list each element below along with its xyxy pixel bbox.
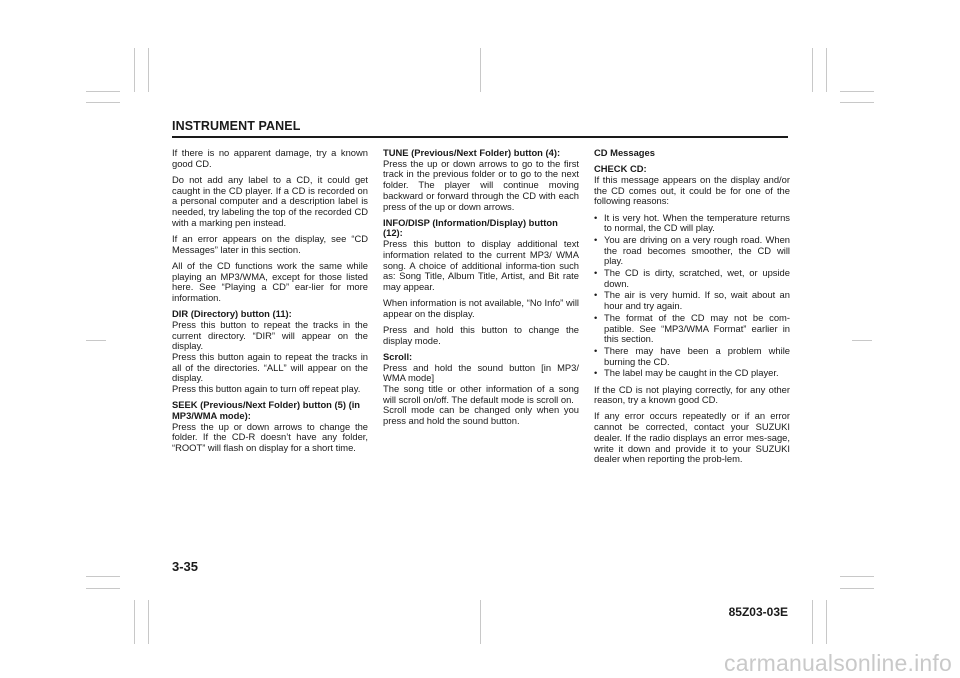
section-heading: CD Messages [594, 147, 655, 158]
tune-button-heading: TUNE (Previous/Next Folder) button (4): [383, 147, 561, 158]
dir-text-3: Press this button again to turn off repeat play. [172, 383, 361, 395]
header-rule [172, 136, 788, 138]
column-right [594, 148, 790, 470]
scroll-heading: Scroll: [383, 350, 413, 362]
paragraph: All of the CD functions work the same while playing an MP3/WMA, except for those listed here. See “Playing a CD” ear-lier for more information. [172, 259, 368, 303]
list-item: • There may have been a problem while burning the CD. [594, 346, 790, 367]
check-cd-text: If this message appears on the display and/or the CD comes out, it could be for one of the following reasons: [594, 173, 790, 207]
info-button-heading: INFO/DISP (Information/Display) button (12): [383, 216, 558, 239]
seek-button-section [172, 400, 368, 454]
page-number: 3-35 [172, 559, 199, 574]
list-item: • You are driving on a very rough road. When the road becomes smoother, the CD will play. [594, 235, 790, 267]
list-item: • The label may be caught in the CD player. [594, 368, 790, 379]
column-middle [383, 148, 579, 432]
tune-button-section [383, 148, 579, 212]
scroll-text-1: Press and hold the sound button [in MP3/ WMA mode] [383, 361, 579, 384]
info-text-1: Press this button to display additional text information related to the current MP3/ WMA song. A choice of additional informa-tion such as: Song Title, Album Title, Artist, and Bit rate may appear. [383, 238, 579, 292]
check-cd-section [594, 164, 790, 207]
list-item: • It is very hot. When the temperature returns to normal, the CD will play. [594, 213, 790, 234]
info-button-section [383, 218, 579, 293]
paragraph: Do not add any label to a CD, it could get caught in the CD player. If a CD is recorded on a personal computer and a description label is needed, try labeling the top of the recorded CD with a marking pen instead. [172, 173, 368, 228]
paragraph: If there is no apparent damage, try a known good CD. [172, 147, 368, 169]
list-item: • The air is very humid. If so, wait about an hour and try again. [594, 290, 790, 311]
paragraph: If any error occurs repeatedly or if an error cannot be corrected, contact your SUZUKI dealer. If the radio displays an error mes-sage, write it down and provide it to your SUZUKI dealer when reporting the prob-lem. [594, 410, 790, 465]
paragraph: If the CD is not playing correctly, for any other reason, try a known good CD. [594, 383, 790, 406]
scroll-text-2: The song title or other information of a song will scroll on/off. The default mode is scroll on. [383, 383, 579, 405]
dir-text-2: Press this button again to repeat the tracks in all of the directories. “ALL” will appear on the display. [172, 350, 368, 384]
scroll-section [383, 352, 579, 427]
seek-button-heading: SEEK (Previous/Next Folder) button (5) (in MP3/WMA mode): [172, 399, 361, 421]
dir-button-section [172, 309, 368, 395]
dir-button-heading: DIR (Directory) button (11): [172, 308, 292, 320]
paragraph: If an error appears on the display, see “CD Messages” later in this section. [172, 232, 368, 255]
dir-text-1: Press this button to repeat the tracks in the current directory. “DIR” will appear on the display. [172, 318, 368, 352]
tune-text-1: Press the up or down arrows to go to the first track in the previous folder or to go to the next folder. The player will continue moving backward or forward through the CD with each press of the up or down arrows. [383, 157, 579, 212]
cd-messages-section [594, 148, 790, 159]
page-title: INSTRUMENT PANEL [172, 119, 301, 133]
paragraph: Press and hold this button to change the display mode. [383, 324, 579, 346]
list-item: • The format of the CD may not be com-patible. See “MP3/WMA Format” earlier in this section. [594, 313, 790, 345]
paragraph: When information is not available, “No Info” will appear on the display. [383, 297, 579, 319]
check-cd-heading: CHECK CD: [594, 163, 647, 175]
column-left [172, 148, 368, 459]
list-item: • The CD is dirty, scratched, wet, or upside down. [594, 268, 790, 289]
scroll-text-3: Scroll mode can be changed only when you press and hold the sound button. [383, 404, 579, 427]
watermark: carmanualsonline.info [724, 650, 952, 676]
document-code: 85Z03-03E [728, 605, 788, 619]
reasons-list [594, 213, 790, 380]
seek-text-1: Press the up or down arrows to change the folder. If the CD-R doesn’t have any folder, “ROOT” will flash on display for a short time. [172, 420, 368, 454]
